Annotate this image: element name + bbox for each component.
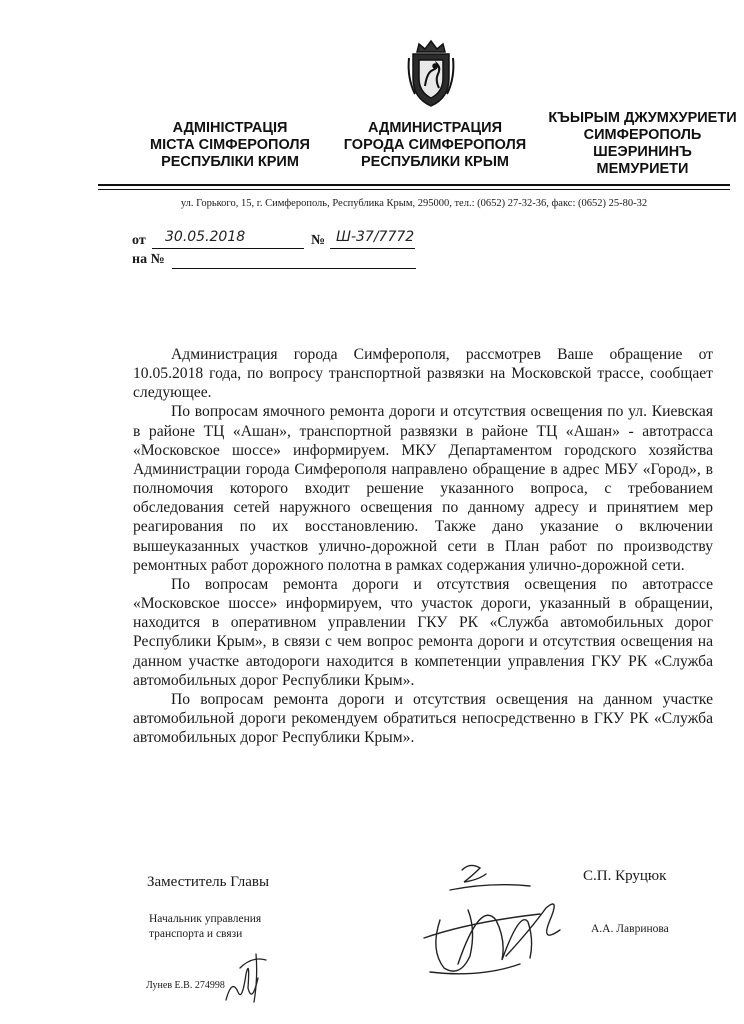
dept-head-title bbox=[149, 912, 261, 942]
from-label: от bbox=[132, 233, 146, 248]
header-right-line: СИМФЕРОПОЛЬ bbox=[583, 127, 702, 143]
body-paragraph: По вопросам ямочного ремонта дороги и отсутствия освещения по ул. Киевская в районе ТЦ «Ашан», транспортной развязки в районе ТЦ «Ашан» - автотрасса «Московское шоссе» информируем. МКУ Департаментом городского хозяйства Администрации города Симферополя направлено обращение в адрес МБУ «Город», в полномочия которого входит решение указанного вопроса, с требованием обследования сетей наружного освещения по данному адресу и принятием мер реагирования по их восстановлению. Также дано указание о включении вышеуказанных участков улично-дорожной сети в План работ по производству ремонтных работ дорожного полотна в рамках содержания улично-дорожной сети. bbox=[133, 403, 713, 574]
header-divider-thin bbox=[98, 189, 730, 190]
header-center-line: РЕСПУБЛИКИ КРЫМ bbox=[360, 154, 509, 170]
header-divider-thick bbox=[98, 184, 730, 186]
body-paragraph: По вопросам ремонта дороги и отсутствия освещения по автотрассе «Московское шоссе» информируем, что участок дороги, указанный в обращении, находится в оперативном управлении ГКУ РК «Служба автомобильных дорог Республики Крым», в связи с чем вопрос ремонта дороги и отсутствия освещения на данном участке автодороги находится в компетенции управления ГКУ РК «Служба автомобильных дорог Республики Крым». bbox=[133, 575, 713, 689]
header-right-line: МЕМУРИЕТИ bbox=[596, 161, 689, 177]
executor-line: Лунев Е.В. 274998 bbox=[146, 980, 225, 991]
header-right-crimean-tatar bbox=[545, 110, 740, 178]
registration-number: Ш-37/7772 bbox=[336, 229, 415, 245]
dept-head-title-line: транспорта и связи bbox=[149, 928, 243, 940]
address-line: ул. Горького, 15, г. Симферополь, Республика Крым, 295000, тел.: (0652) 27-32-36, факс: (0652) 25-80-32 bbox=[180, 198, 648, 209]
to-number-label: на № bbox=[132, 252, 165, 267]
body-paragraph: По вопросам ремонта дороги и отсутствия освещения на данном участке автомобильной дороги рекомендуем обратиться непосредственно в ГКУ РК «Служба автомобильных дорог Республики Крым». bbox=[133, 690, 713, 747]
number-label: № bbox=[311, 233, 326, 248]
to-number-line bbox=[172, 250, 416, 269]
deputy-title: Заместитель Главы bbox=[147, 874, 270, 890]
coat-of-arms-emblem bbox=[405, 38, 457, 110]
header-right-line: КЪЫРЫМ ДЖУМХУРИЕТИ bbox=[548, 110, 737, 126]
body-paragraph: Администрация города Симферополя, рассмотрев Ваше обращение от 10.05.2018 года, по вопросу транспортной развязки на Московской трассе, сообщает следующее. bbox=[133, 346, 713, 402]
deputy-name: С.П. Круцюк bbox=[583, 868, 667, 884]
header-left-line: МІСТА СІМФЕРОПОЛЯ bbox=[150, 137, 310, 153]
header-center-line: АДМИНИСТРАЦИЯ bbox=[367, 120, 502, 136]
header-right-line: ШЕЭРИНИНЪ bbox=[593, 144, 692, 160]
deputy-signature bbox=[410, 860, 570, 985]
dept-head-title-line: Начальник управления bbox=[149, 913, 262, 925]
header-center-russian bbox=[335, 120, 535, 171]
header-center-line: ГОРОДА СИМФЕРОПОЛЯ bbox=[343, 137, 527, 153]
dept-head-name: А.А. Лавринова bbox=[591, 923, 669, 935]
letter-body bbox=[133, 345, 713, 747]
registration-date: 30.05.2018 bbox=[165, 229, 246, 245]
header-left-line: АДМІНІСТРАЦІЯ bbox=[172, 120, 288, 136]
header-left-ukrainian bbox=[130, 120, 330, 171]
dept-head-signature bbox=[222, 948, 272, 1008]
header-left-line: РЕСПУБЛІКИ КРИМ bbox=[161, 154, 299, 170]
